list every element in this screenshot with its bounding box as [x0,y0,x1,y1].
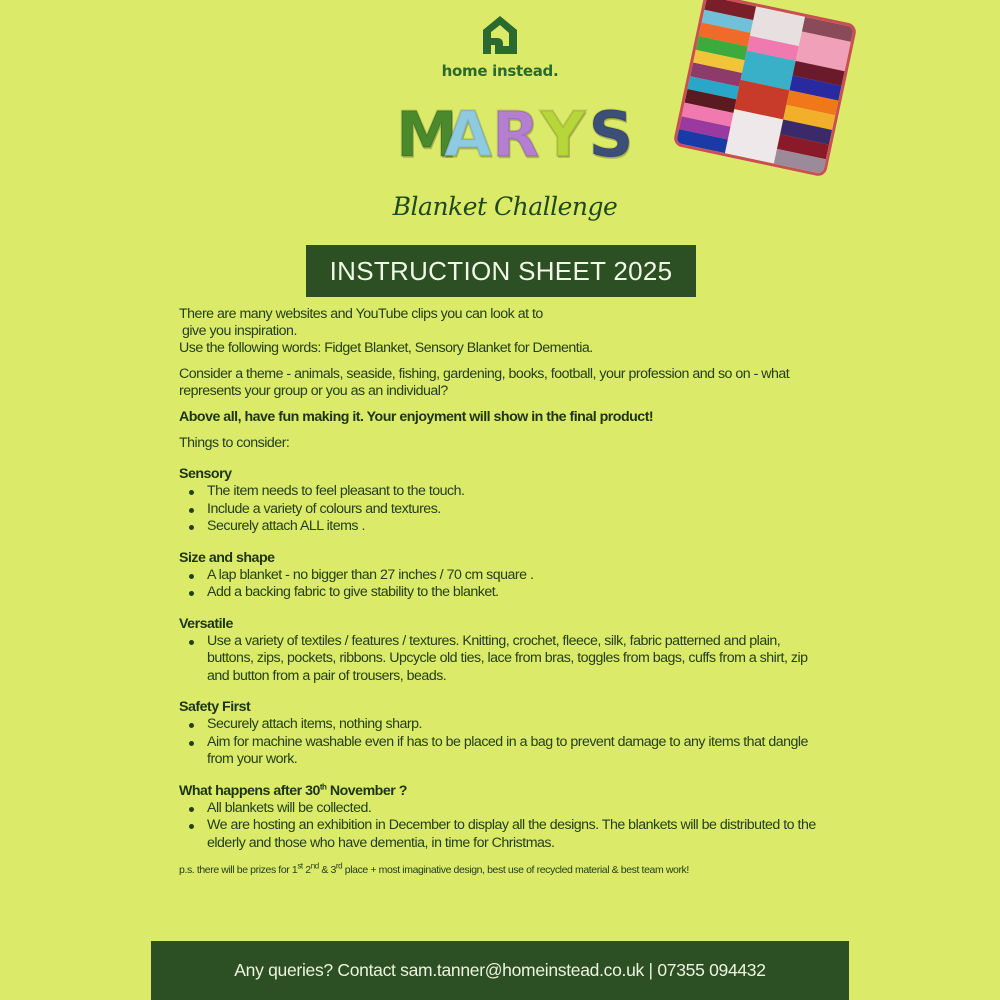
ordinal-suffix: st [297,861,303,871]
section-title: Safety First [179,699,251,715]
ordinal-suffix: th [319,781,327,791]
section-size-and-shape [179,550,829,602]
contact-footer: Any queries? Contact sam.tanner@homeinstead.co.uk | 07355 094432 [151,941,849,1000]
things-to-consider: Things to consider: [179,435,290,451]
section-safety-first [179,699,829,769]
list-item: Aim for machine washable even if has to be placed in a bag to prevent damage to any items that dangle from your work. [187,734,829,769]
instructions-body [179,306,829,888]
have-fun-statement: Above all, have fun making it. Your enjoyment will show in the final product! [179,409,654,425]
intro-line-3: Use the following words: Fidget Blanket, Sensory Blanket for Dementia. [179,340,593,356]
list-item: Include a variety of colours and textures. [187,501,829,519]
list-item: Securely attach ALL items . [187,518,829,536]
intro-line-2: give you inspiration. [182,323,297,339]
marys-letter-a: A [444,98,492,171]
list-item: Add a backing fabric to give stability to the blanket. [187,584,829,602]
ps-text: place + most imaginative design, best use of recycled material & best team work! [342,864,689,876]
section-sensory [179,466,829,536]
house-icon [477,12,523,58]
list-item: We are hosting an exhibition in December to display all the designs. The blankets will be distributed to the elderly and those who have dementia, in time for Christmas. [187,817,829,852]
blanket-photo [676,0,854,174]
marys-letter-r: R [492,98,540,171]
list-item: The item needs to feel pleasant to the touch. [187,483,829,501]
theme-paragraph: Consider a theme - animals, seaside, fishing, gardening, books, football, your profession and so on - what represents your group or you as an individual? [179,366,790,399]
section-title: Sensory [179,466,232,482]
intro-line-1: There are many websites and YouTube clips you can look at to [179,306,543,322]
marys-heading [396,98,636,171]
list-item: Use a variety of textiles / features / textures. Knitting, crochet, fleece, silk, fabric patterned and plain, buttons, zips, pockets, ribbons. Upcycle old ties, lace from bras, toggles from bags, cuffs from a shirt, zip and button from a pair of trousers, beads. [187,633,829,686]
home-instead-logo [432,12,568,80]
title-text: What happens after 30 [179,782,320,799]
marys-letter-s: S [588,98,634,171]
list-item: A lap blanket - no bigger than 27 inches / 70 cm square . [187,567,829,585]
section-what-happens-after [179,783,829,853]
logo-text: home instead. [441,62,559,80]
ps-text: p.s. there will be prizes for 1 [179,864,298,876]
prizes-note [179,862,829,879]
list-item: All blankets will be collected. [187,800,829,818]
section-versatile [179,616,829,686]
marys-letter-y: Y [540,98,586,171]
list-item: Securely attach items, nothing sharp. [187,716,829,734]
title-text: November ? [326,782,407,799]
section-title [179,783,829,800]
section-title: Size and shape [179,549,275,566]
marys-letter-m: M [396,98,458,171]
section-title: Versatile [179,615,233,632]
ps-text: 2 [302,864,311,876]
instruction-sheet-banner: INSTRUCTION SHEET 2025 [306,245,696,297]
ordinal-suffix: rd [335,861,343,871]
ps-text: & 3 [318,864,336,876]
ordinal-suffix: nd [310,861,319,871]
subtitle: Blanket Challenge [392,192,618,221]
